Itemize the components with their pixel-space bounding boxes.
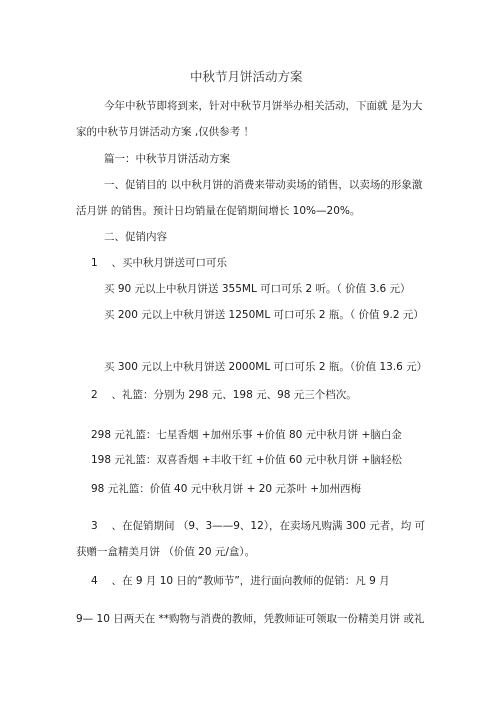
item-1-line-1: 买 90 元以上中秋月饼送 355ML 可口可乐 2 听。（ 价值 3.6 元） (104, 283, 411, 295)
item-4-line-1: 4 、在 9 月 10 日的“教师节”，进行面向教师的促销：凡 9 月 (91, 575, 390, 587)
item-4-line-2: 9— 10 日两天在 **购物与消费的教师，凭教师证可领取一份精美月饼 或礼 (76, 613, 425, 625)
gift-basket-198: 198 元礼篮：双喜香烟 +丰收干红 +价值 60 元中秋月饼 +脑轻松 (91, 454, 402, 466)
gift-basket-98: 98 元礼篮：价值 40 元中秋月饼 + 20 元茶叶 +加州西梅 (91, 483, 362, 495)
intro-line-1: 今年中秋节即将到来，针对中秋节月饼举办相关活动，下面就 是为大 (104, 100, 423, 112)
item-1-line-3: 买 300 元以上中秋月饼送 2000ML 可口可乐 2 瓶。（价值 13.6 元） (104, 361, 428, 373)
item-1-heading: 1 、买中秋月饼送可口可乐 (91, 257, 228, 269)
document-title: 中秋节月饼活动方案 (190, 69, 303, 84)
purpose-line-2: 活月饼 的销售。预计日均销量在促销期间增长 10%—20%。 (76, 205, 361, 217)
gift-basket-298: 298 元礼篮：七星香烟 +加州乐事 +价值 80 元中秋月饼 +脑白金 (91, 429, 402, 441)
item-3-line-2: 获赠一盒精美月饼 （价值 20 元/盒）。 (76, 546, 256, 558)
content-heading: 二、促销内容 (104, 231, 167, 243)
section-heading: 篇一：中秋节月饼活动方案 (104, 153, 230, 165)
intro-line-2: 家的中秋节月饼活动方案 ,仅供参考 ！ (76, 126, 255, 138)
purpose-line-1: 一、促销目的 以中秋月饼的消费来带动卖场的销售，以卖场的形象激 (104, 179, 423, 191)
item-3-line-1: 3 、在促销期间 （9、3——9、12），在卖场凡购满 300 元者，均 可 (91, 520, 426, 532)
item-1-line-2: 买 200 元以上中秋月饼送 1250ML 可口可乐 2 瓶。（ 价值 9.2 元） (104, 309, 424, 321)
item-2-heading: 2 、礼篮：分别为 298 元、198 元、98 元三个档次。 (91, 389, 357, 401)
